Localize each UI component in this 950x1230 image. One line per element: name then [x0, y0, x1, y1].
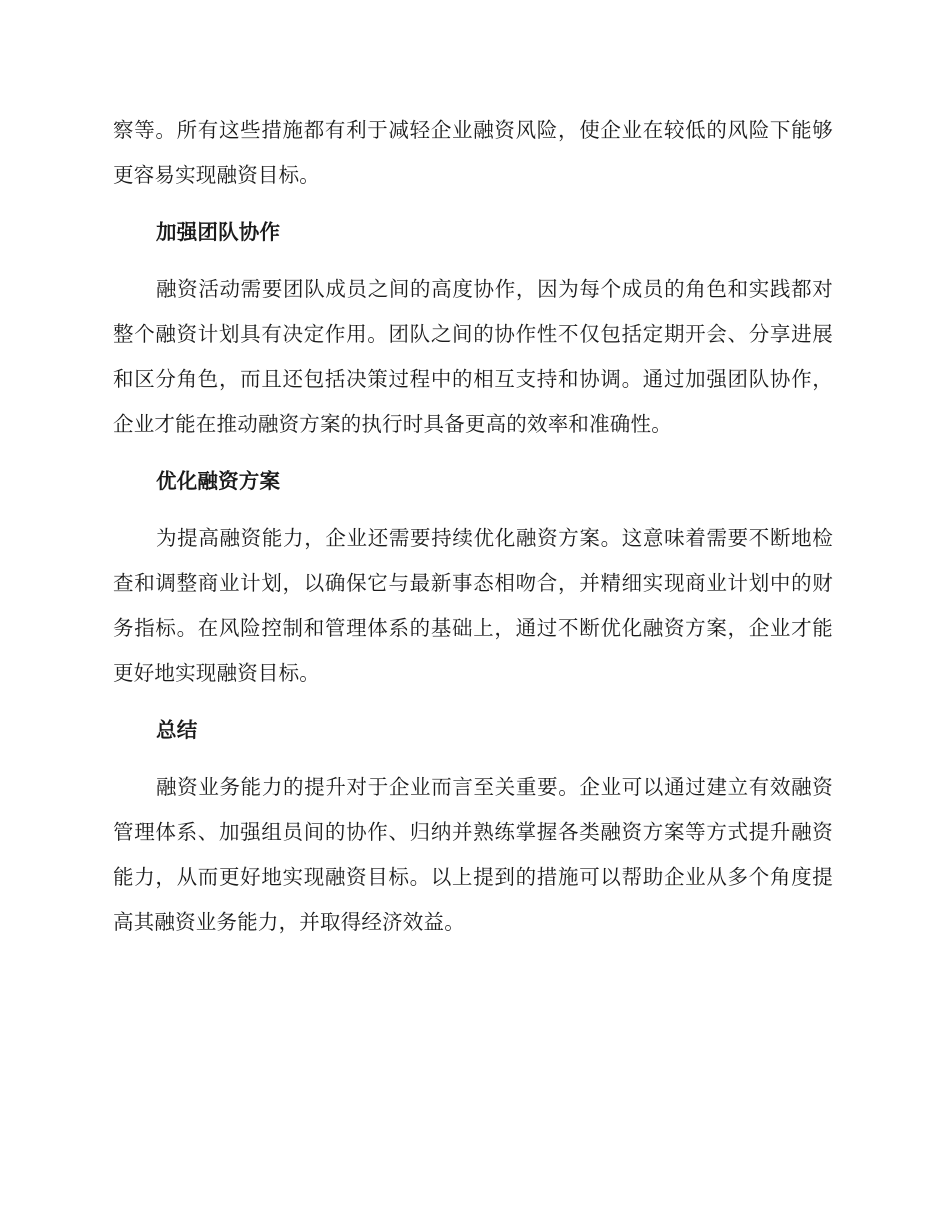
section-body: 融资业务能力的提升对于企业而言至关重要。企业可以通过建立有效融资管理体系、加强组员间的协作、归纳并熟练掌握各类融资方案等方式提升融资能力，从而更好地实现融资目标。以上提到的措施可以帮助企业从多个角度提高其融资业务能力，并取得经济效益。 [113, 775, 833, 934]
section-heading: 总结 [156, 718, 198, 742]
intro-paragraph: 察等。所有这些措施都有利于减轻企业融资风险，使企业在较低的风险下能够更容易实现融资目标。 [113, 118, 833, 187]
section-body: 为提高融资能力，企业还需要持续优化融资方案。这意味着需要不断地检查和调整商业计划，以确保它与最新事态相吻合，并精细实现商业计划中的财务指标。在风险控制和管理体系的基础上，通过不断优化融资方案，企业才能更好地实现融资目标。 [113, 526, 833, 685]
section-optimize-financing [113, 459, 833, 696]
section-summary [113, 708, 833, 945]
section-team-collaboration [113, 210, 833, 447]
document-page [113, 108, 833, 945]
section-body: 融资活动需要团队成员之间的高度协作，因为每个成员的角色和实践都对整个融资计划具有决定作用。团队之间的协作性不仅包括定期开会、分享进展和区分角色，而且还包括决策过程中的相互支持和协调。通过加强团队协作，企业才能在推动融资方案的执行时具备更高的效率和准确性。 [113, 277, 833, 436]
section-heading: 优化融资方案 [156, 469, 281, 493]
section-heading: 加强团队协作 [156, 220, 281, 244]
